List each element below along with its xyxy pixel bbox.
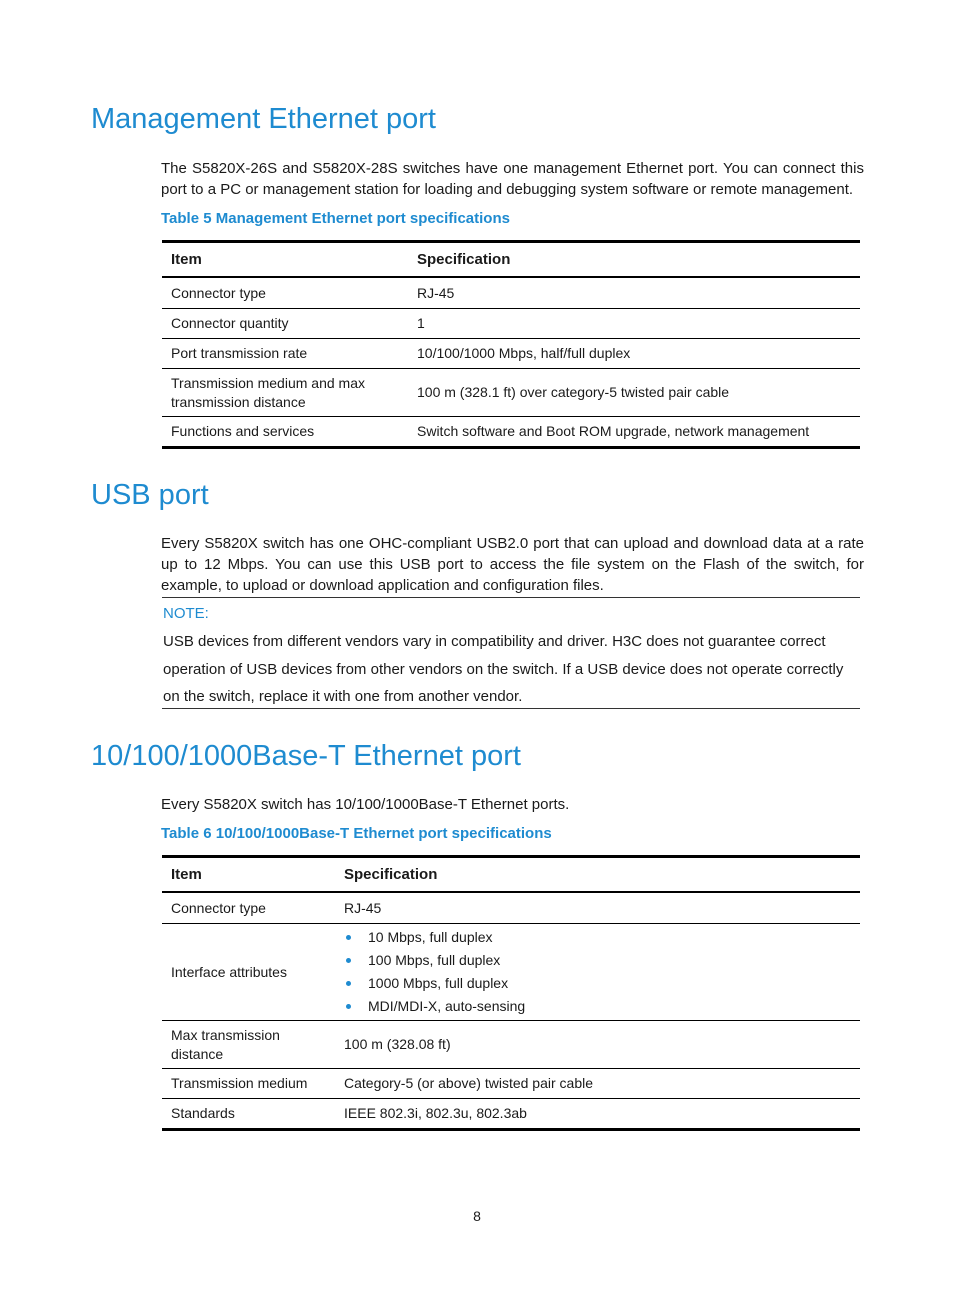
list-item: MDI/MDI-X, auto-sensing: [344, 995, 860, 1018]
header-item: Item: [171, 866, 202, 883]
management-port-spec-table: [162, 240, 860, 449]
section-heading-base-t-port: 10/100/1000Base-T Ethernet port: [91, 740, 521, 772]
table-row: [162, 417, 860, 446]
note-label: NOTE:: [163, 605, 209, 622]
row-spec: RJ-45: [344, 899, 382, 916]
table-row: [162, 369, 860, 417]
row-item: Standards: [171, 1105, 235, 1121]
table-row: [162, 309, 860, 339]
section-heading-management-port: Management Ethernet port: [91, 103, 436, 135]
row-item: Connector type: [171, 284, 266, 301]
row-item: Functions and services: [171, 423, 315, 439]
management-port-description: The S5820X-26S and S5820X-28S switches have one management Ethernet port. You can connect this port to a PC or management station for loading and debugging system software or remote management.: [161, 160, 864, 198]
row-spec: Category-5 (or above) twisted pair cable: [344, 1075, 594, 1091]
row-item: Port transmission rate: [171, 345, 308, 361]
base-t-port-spec-table: [162, 855, 860, 1131]
table-row: [162, 893, 860, 924]
header-specification: Specification: [344, 866, 438, 883]
table-header-row: [162, 858, 860, 893]
row-item: Max transmission distance: [171, 1026, 280, 1062]
table-row: [162, 1099, 860, 1128]
row-spec: [335, 926, 860, 1018]
section-heading-usb-port: USB port: [91, 479, 209, 511]
list-item: 10 Mbps, full duplex: [344, 926, 860, 949]
note-text: USB devices from different vendors vary in compatibility and driver. H3C does not guarantee correct operation of USB devices from other vendors on the switch. If a USB device does not operate correctly on the switch, replace it with one from another vendor.: [163, 633, 844, 705]
list-item: 1000 Mbps, full duplex: [344, 972, 860, 995]
row-item: Interface attributes: [171, 963, 287, 980]
row-item: Connector type: [171, 899, 266, 916]
table-6-caption: Table 6 10/100/1000Base-T Ethernet port specifications: [161, 825, 552, 842]
header-item: Item: [171, 251, 202, 268]
table-5-caption: Table 5 Management Ethernet port specifications: [161, 210, 510, 227]
usb-port-description: Every S5820X switch has one OHC-compliant USB2.0 port that can upload and download data at a rate up to 12 Mbps. You can use this USB port to access the file system on the Flash of the switch, for example, to upload or download application and configuration files.: [161, 535, 864, 594]
interface-attributes-list: [344, 926, 860, 1018]
header-specification: Specification: [417, 251, 511, 268]
row-item: Connector quantity: [171, 315, 289, 331]
table-row: [162, 339, 860, 369]
table-row: [162, 924, 860, 1021]
row-item: Transmission medium: [171, 1075, 308, 1091]
table-header-row: [162, 243, 860, 278]
usb-note-box: [162, 597, 860, 709]
table-row: [162, 278, 860, 309]
row-spec: RJ-45: [417, 284, 455, 301]
row-spec: Switch software and Boot ROM upgrade, network management: [417, 423, 810, 439]
base-t-port-description: Every S5820X switch has 10/100/1000Base-T Ethernet ports.: [161, 796, 570, 813]
row-spec: 100 m (328.08 ft): [344, 1036, 451, 1052]
row-spec: 10/100/1000 Mbps, half/full duplex: [417, 345, 631, 361]
table-row: [162, 1069, 860, 1099]
row-spec: 100 m (328.1 ft) over category-5 twisted pair cable: [417, 384, 730, 400]
page-number: 8: [473, 1208, 481, 1224]
row-item: Transmission medium and max transmission distance: [171, 374, 365, 410]
row-spec: IEEE 802.3i, 802.3u, 802.3ab: [344, 1105, 527, 1121]
list-item: 100 Mbps, full duplex: [344, 949, 860, 972]
table-row: [162, 1021, 860, 1069]
row-spec: 1: [417, 315, 425, 331]
